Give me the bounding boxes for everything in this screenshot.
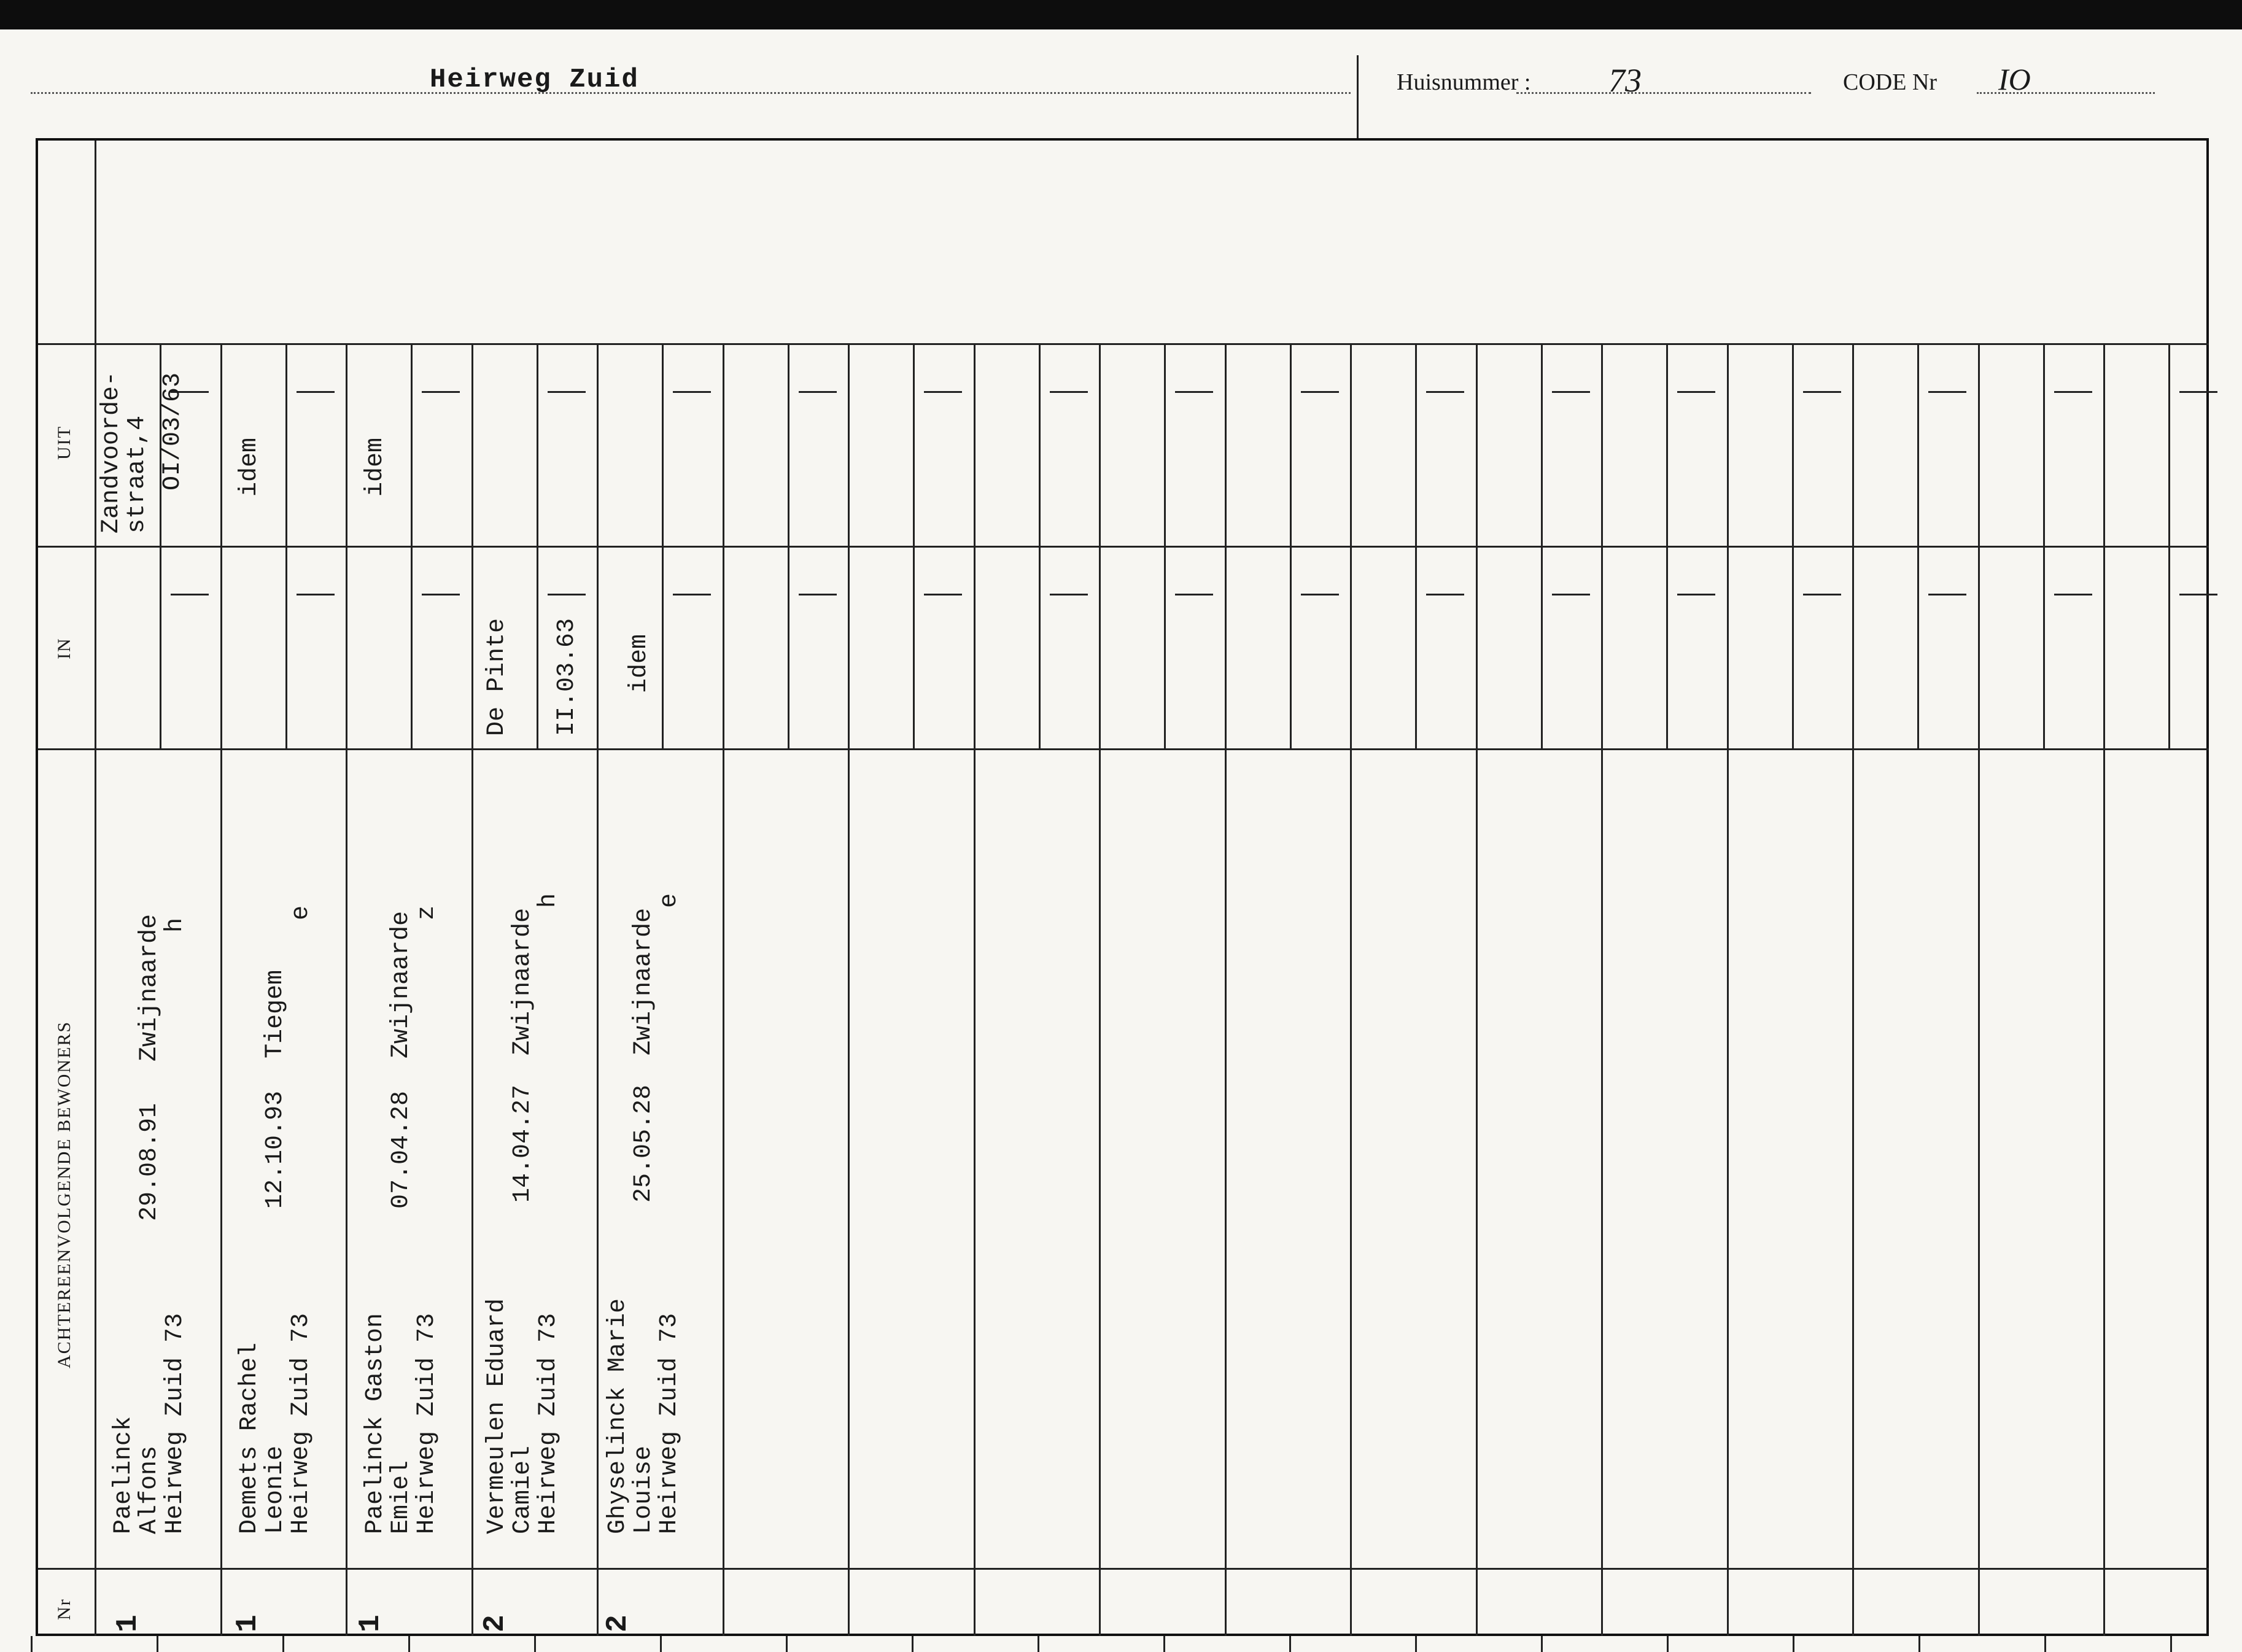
empty-dash — [1050, 391, 1088, 393]
resident-1-name: Paelinck — [110, 1416, 138, 1534]
tick-mark — [157, 1636, 158, 1652]
huisnummer-label: Huisnummer : — [1397, 69, 1531, 95]
resident-2-birthplace: Tiegem — [262, 969, 289, 1058]
empty-dash — [2179, 594, 2217, 595]
empty-dash — [673, 594, 711, 595]
nr-section-label: Nr — [54, 1598, 74, 1620]
resident-5-name: Ghyselinck Marie — [604, 1298, 632, 1534]
column-divider — [1852, 343, 1854, 1636]
resident-5-birthdate: 25.05.28 — [630, 1084, 657, 1203]
resident-4-birthplace: Zwijnaarde — [509, 907, 537, 1055]
huisnummer-dotted-line — [1516, 92, 1811, 94]
empty-dash — [1426, 594, 1464, 595]
resident-3-firstname: Emiel — [387, 1460, 415, 1534]
resident-3-name: Paelinck Gaston — [362, 1313, 389, 1534]
tick-mark — [2170, 1636, 2172, 1652]
resident-4-address: Heirweg Zuid 73 — [535, 1313, 562, 1534]
divider-bewoners-top — [38, 748, 2209, 750]
tick-mark — [534, 1636, 536, 1652]
sub-column-divider — [1415, 343, 1417, 748]
tick-mark — [1289, 1636, 1291, 1652]
resident-3-birthplace: Zwijnaarde — [387, 910, 415, 1058]
column-divider — [1476, 343, 1478, 1636]
sub-column-divider — [1039, 343, 1041, 748]
sub-column-divider — [662, 343, 664, 748]
empty-dash — [1552, 594, 1590, 595]
sub-column-divider — [1917, 343, 1919, 748]
empty-dash — [548, 594, 586, 595]
empty-dash — [1552, 391, 1590, 393]
empty-dash — [924, 594, 962, 595]
empty-dash — [673, 391, 711, 393]
resident-5-status: e — [656, 893, 683, 908]
tick-mark — [1415, 1636, 1417, 1652]
resident-1-firstname: Alfons — [136, 1445, 163, 1534]
resident-2-birthdate: 12.10.93 — [262, 1090, 289, 1209]
sub-column-divider — [788, 343, 789, 748]
resident-3-nr: 1 — [354, 1615, 387, 1632]
resident-1-status: h — [161, 917, 189, 933]
resident-1-uit-number: straat,4 — [123, 415, 151, 533]
sub-column-divider — [285, 343, 287, 748]
empty-dash — [1677, 391, 1715, 393]
column-divider — [220, 343, 222, 1636]
column-divider — [1225, 343, 1227, 1636]
resident-3-birthdate: 07.04.28 — [387, 1090, 415, 1209]
empty-dash — [1677, 594, 1715, 595]
empty-dash — [422, 594, 460, 595]
empty-dash — [297, 594, 335, 595]
tick-mark — [1667, 1636, 1669, 1652]
in-section-label: IN — [54, 637, 74, 659]
resident-2-address: Heirweg Zuid 73 — [287, 1313, 315, 1534]
street-name: Heirweg Zuid — [430, 64, 639, 95]
code-label: CODE Nr — [1843, 69, 1938, 95]
residents-form — [36, 138, 2209, 1636]
sub-column-divider — [2168, 343, 2170, 748]
column-divider — [1978, 343, 1980, 1636]
sub-column-divider — [2043, 343, 2045, 748]
empty-dash — [2179, 391, 2217, 393]
empty-dash — [1803, 594, 1841, 595]
divider-nr-top — [38, 1568, 2209, 1570]
empty-dash — [422, 391, 460, 393]
empty-dash — [1928, 594, 1966, 595]
column-divider — [1099, 343, 1101, 1636]
resident-4-name: Vermeulen Eduard — [483, 1298, 511, 1534]
resident-4-birthdate: 14.04.27 — [509, 1084, 537, 1203]
resident-5-birthplace: Zwijnaarde — [630, 907, 657, 1055]
tick-mark — [912, 1636, 913, 1652]
resident-2-nr: 1 — [231, 1615, 265, 1632]
empty-dash — [548, 391, 586, 393]
sub-column-divider — [411, 343, 413, 748]
uit-section-label: UIT — [54, 425, 74, 460]
resident-4-nr: 2 — [479, 1615, 512, 1632]
resident-1-uit-street: Zandvoorde- — [98, 371, 125, 533]
divider-uit-top — [38, 343, 2209, 345]
divider-in-top — [38, 546, 2209, 548]
resident-4-in-date: II.03.63 — [553, 618, 581, 736]
resident-5-in: idem — [626, 634, 653, 693]
empty-dash — [799, 594, 837, 595]
sub-column-divider — [1164, 343, 1166, 748]
resident-1-uit-date: OI/03/63 — [159, 372, 187, 491]
column-divider — [471, 343, 473, 1636]
empty-dash — [799, 391, 837, 393]
label-column-divider — [95, 141, 96, 1636]
tick-mark — [408, 1636, 410, 1652]
scan-top-edge — [0, 0, 2242, 29]
empty-dash — [2054, 594, 2092, 595]
sub-column-divider — [537, 343, 538, 748]
empty-dash — [1301, 594, 1339, 595]
empty-dash — [1175, 594, 1213, 595]
sub-column-divider — [1666, 343, 1668, 748]
resident-3-uit: idem — [362, 437, 389, 497]
empty-dash — [1803, 391, 1841, 393]
resident-2-status: e — [287, 905, 315, 920]
bottom-tick-marks — [0, 1636, 2242, 1652]
tick-mark — [1038, 1636, 1039, 1652]
tick-mark — [1163, 1636, 1165, 1652]
column-divider — [1601, 343, 1603, 1636]
resident-4-status: h — [535, 893, 562, 908]
resident-2-uit: idem — [236, 437, 263, 497]
sub-column-divider — [913, 343, 915, 748]
column-divider — [1350, 343, 1352, 1636]
bewoners-section-label: ACHTEREENVOLGENDE BEWONERS — [54, 1020, 74, 1368]
empty-dash — [171, 594, 209, 595]
code-value: IO — [1998, 62, 2031, 96]
resident-5-address: Heirweg Zuid 73 — [656, 1313, 683, 1534]
resident-4-in-place: De Pinte — [483, 618, 511, 736]
sub-column-divider — [1290, 343, 1292, 748]
resident-1-address: Heirweg Zuid 73 — [161, 1313, 189, 1534]
tick-mark — [1793, 1636, 1794, 1652]
empty-dash — [297, 391, 335, 393]
column-divider — [346, 343, 347, 1636]
tick-mark — [660, 1636, 662, 1652]
empty-dash — [1050, 594, 1088, 595]
resident-1-birthdate: 29.08.91 — [136, 1103, 163, 1221]
resident-2-name: Demets Rachel — [236, 1342, 263, 1534]
tick-mark — [786, 1636, 788, 1652]
empty-dash — [2054, 391, 2092, 393]
column-divider — [974, 343, 976, 1636]
tick-mark — [31, 1636, 33, 1652]
huisnummer-value: 73 — [1608, 62, 1642, 99]
column-divider — [2103, 343, 2105, 1636]
empty-dash — [1426, 391, 1464, 393]
empty-dash — [1928, 391, 1966, 393]
column-divider — [848, 343, 850, 1636]
resident-3-status: z — [413, 905, 441, 920]
tick-mark — [1918, 1636, 1920, 1652]
column-divider — [597, 343, 599, 1636]
column-divider — [723, 343, 724, 1636]
street-dotted-line — [31, 92, 1351, 94]
column-divider — [1727, 343, 1729, 1636]
tick-mark — [1541, 1636, 1543, 1652]
resident-4-firstname: Camiel — [509, 1445, 537, 1534]
empty-dash — [1175, 391, 1213, 393]
tick-mark — [2044, 1636, 2046, 1652]
sub-column-divider — [1792, 343, 1794, 748]
resident-1-nr: 1 — [112, 1615, 145, 1632]
resident-5-nr: 2 — [602, 1615, 635, 1632]
sub-column-divider — [1541, 343, 1543, 748]
tick-mark — [282, 1636, 284, 1652]
empty-dash — [924, 391, 962, 393]
resident-1-birthplace: Zwijnaarde — [136, 913, 163, 1061]
empty-dash — [1301, 391, 1339, 393]
resident-2-firstname: Leonie — [262, 1445, 289, 1534]
resident-3-address: Heirweg Zuid 73 — [413, 1313, 441, 1534]
resident-5-firstname: Louise — [630, 1445, 657, 1534]
header-separator — [1357, 55, 1359, 138]
